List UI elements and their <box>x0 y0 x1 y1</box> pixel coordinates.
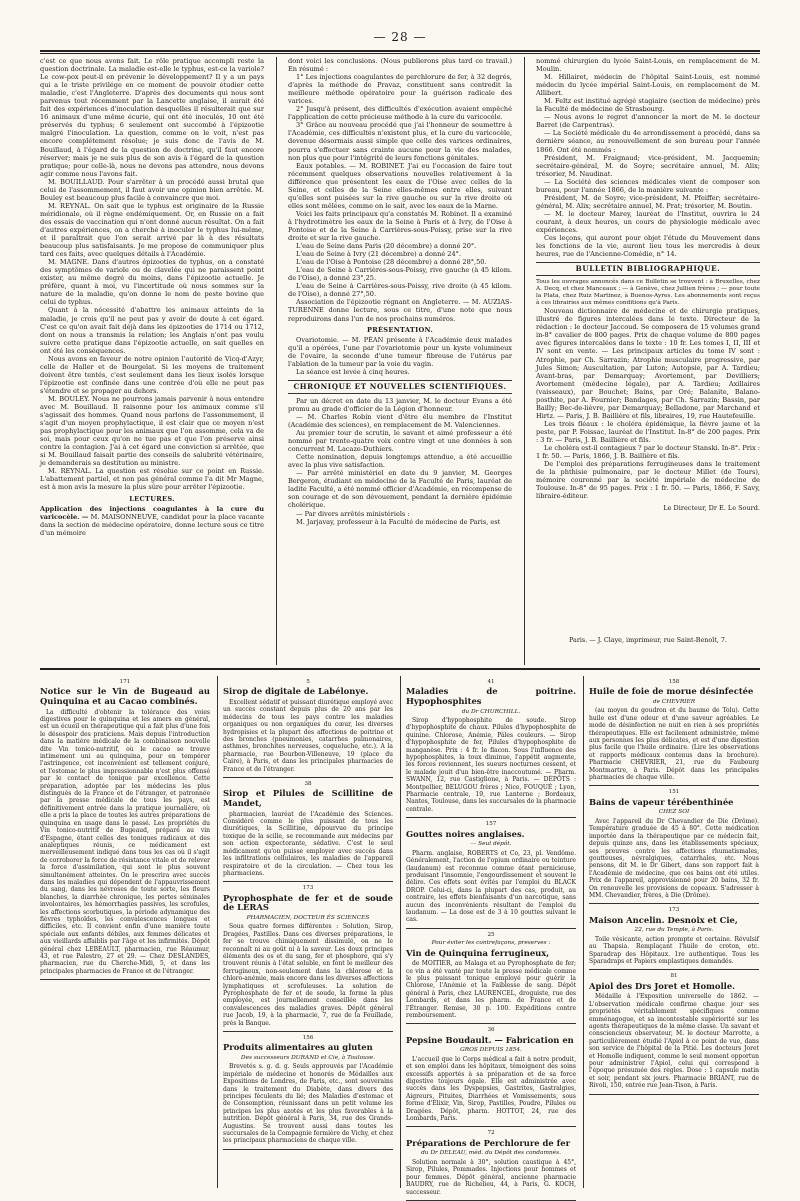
advert-column-4 <box>589 676 759 1188</box>
advert-number: 156 <box>302 1035 314 1041</box>
advert-subtitle: PHARMACIEN, DOCTEUR ÈS SCIENCES <box>246 914 370 921</box>
advert-column-3 <box>406 676 576 1196</box>
paragraph: — M. le docteur Marey, lauréat de l'Institut, ouvrira le 24 courant, à deux heures, un cours de physiologie médicale avec expériences. <box>536 209 760 234</box>
advert-text: Excellent sédatif et puissant diurétique employé avec un succès constant depuis plus de 20 ans par les médecins de tous les pays contre les maladies organiques ou non organiques du cœur, les diverses hydropisies et la plupart des affections de poitrine et des bronches (pneumonies, catarrhes pulmonaires, asthmes, bronchites nerveuses, coqueluche, etc.). A la pharmacie, rue Bourbon-Villeneuve, 19 (place du Caire), à Paris, et dans les principales pharmacies de France et de l'étranger. <box>223 699 393 773</box>
advert-number: 25 <box>487 931 495 938</box>
advert-subtitle: CHEZ SOI <box>658 809 690 816</box>
advert-number: 171 <box>119 679 131 685</box>
advert-subtitle: 22, rue du Temple, à Paris. <box>634 927 714 934</box>
column-divider <box>400 676 401 1188</box>
advert-number: 72 <box>487 1130 495 1137</box>
section-heading-presentation: PRÉSENTATION. <box>366 325 434 334</box>
advertisement <box>589 786 759 904</box>
printer-imprint: Paris. — J. Claye, imprimeur, rue Saint-Benoît, 7. <box>569 636 727 644</box>
biblio-entry: Les trois fléaux : le choléra épidémique, la fièvre jaune et la peste, par P. Foissac, lauréat de l'Institut. In-8° de 200 pages. Prix : 3 fr. — Paris, J. B. Baillière et fils. <box>536 419 760 444</box>
advert-number: 173 <box>668 907 680 914</box>
advert-text: Solution normale à 30°, solution caustique à 45°, Sirop, Pilules, Pommades. Injections pour hommes et pour femmes. Dépôt général, ancienne pharmacie BAUDRY, rue de Richelieu, 44, à Paris, G. KOCH, successeur. <box>406 1158 576 1196</box>
paragraph: M. Feltz est institué agrégé stagiaire (section de médecine) près la Faculté de médecine de Strasbourg. <box>536 97 760 114</box>
paragraph: Ces leçons, qui auront pour objet l'étude du Mouvement dans les fonctions de la vie, auront lieu tous les mercredis à deux heures, rue de l'Ancienne-Comédie, n° 14. <box>536 234 760 259</box>
advert-number: 81 <box>670 973 678 980</box>
paragraph: Ovariotomie. — M. PÉAN présente à l'Académie deux malades qu'il a opérées, l'une par l'ovariotomie pour un kyste volumineux de l'ovaire, la seconde d'une tumeur fibreuse de l'utérus par l'ablation de la tumeur par la voie du vagin. <box>288 335 512 368</box>
advert-title: Apiol des Drs Joret et Homolle. <box>589 980 736 991</box>
paragraph: L'eau de l'Oise à Pontoise (28 décembre) a donné 28°,50. <box>296 258 487 267</box>
column-divider <box>524 57 525 665</box>
advert-title: Préparations de Perchlorure de fer <box>406 1137 570 1148</box>
paragraph: Au premier tour de scrutin, le savant et aimé professeur a été nommé par trente-quatre voix contre vingt et une données à son concurrent M. Lacaze-Duthiers. <box>288 429 512 454</box>
paragraph: 1° Les injections coagulantes de perchlorure de fer, à 32 degrés, d'après la méthode de Pravaz, constituent sans contredit la meilleure méthode opératoire pour la guérison radicale des varices. <box>288 73 512 106</box>
column-1 <box>40 57 264 665</box>
paragraph: Président, M. Fraignaud; vice-président, M. Jacquemin; secrétaire-général, M. de Soyre; secrétaire annuel, M. Alix; trésorier, M. Naudinat. <box>536 153 760 178</box>
advert-number: 158 <box>668 679 680 685</box>
column-divider <box>583 676 584 1188</box>
advertisement <box>223 676 393 778</box>
column-divider <box>276 57 277 665</box>
advert-text: Pharm. anglaise, ROBERTS et Co, 23, pl. Vendôme. Généralement, l'action de l'opium ordinaire ou teinture (laudanum) est reconnue comme étant pernicieuse, produisant l'insomnie, l'engourdissement et souvent le délire. Ces effets sont évités par l'emploi du BLACK DROP. Celui-ci, dans la plupart des cas, produit, au contraire, les effets bienfaisants d'un narcotique, sans aucun des inconvénients résultant de l'emploi du laudanum. — La dose est de 3 à 10 gouttes suivant le cas. <box>406 849 576 924</box>
advert-number: 151 <box>668 789 680 796</box>
advert-number: 36 <box>487 1027 495 1034</box>
paragraph: — M. Charles Robin vient d'être élu membre de l'Institut (Académie des sciences), en remplacement de M. Valenciennes. <box>288 412 512 430</box>
paragraph: Association de l'épizootie régnant en Angleterre. — M. AUZIAS-TURENNE donne lecture, sous ce titre, d'une note que nous reproduirons dans l'un de nos prochains numéros. <box>288 298 512 323</box>
advert-title: Maladies de poitrine. Hypophosphites <box>406 686 576 706</box>
paragraph: M. BOUILLAUD. Pour s'arrêter à un procédé aussi brutal que celui de l'assommement, il faut avoir une opinion bien arrêtée. M. Bouley est beaucoup plus facile à convaincre que moi. <box>40 177 264 202</box>
advert-title: Pyrophosphate de fer et de soude de LERAS <box>223 892 393 913</box>
editorial-section <box>40 57 760 665</box>
header-rule <box>40 50 760 54</box>
paragraph: L'eau de Seine à Carrières-sous-Poissy, rive gauche (à 45 kilom. de l'Oise), a donné 23°,25. <box>288 266 512 283</box>
advert-title: Produits alimentaires au gluten <box>223 1042 373 1053</box>
paragraph: M. REYNAL. La question est résolue sur ce point en Russie. L'abattement partiel, et non pas général comme l'a dit Mr Magne, est à mon avis la mesure la plus sûre pour arrêter l'épizootie. <box>40 467 264 492</box>
advert-text: pharmacien, lauréat de l'Académie des Sciences. Considéré comme le plus puissant de tous les diurétiques, la Scillitine, dépourvue du principe toxique de la scille, se recommande aux médecins par son action expectorante, sédative. C'est le seul médicament qu'on puisse employer avec succès dans les infiltrations cellulaires, les maladies de l'appareil respiratoire et de la circulation. — Chez tous les pharmaciens. <box>223 810 393 877</box>
advertisement <box>406 676 576 818</box>
advertisement <box>406 818 576 928</box>
advertisement <box>406 929 576 1025</box>
advertisement <box>589 970 759 1094</box>
paragraph: L'eau de Seine à Carrières-sous-Poissy, rive droite (à 45 kilom. de l'Oise), a donné 27°,50. <box>288 282 512 299</box>
advert-number: 5 <box>306 679 310 685</box>
advert-title: Notice sur le Vin de Bugeaud au Quinquina et au Cacao combinés. <box>40 686 210 706</box>
biblio-entry: De l'emploi des préparations ferrugineuses dans le traitement de la phthisie pulmonaire, par le docteur Millet (de Tours), mémoire couronné par la société impériale de médecine de Toulouse. In-8° de 95 pages. Prix : 1 fr. 50. — Paris, 1866, F. Savy, libraire-éditeur. <box>536 460 760 501</box>
advert-title: Sirop de digitale de Labélonye. <box>223 686 369 697</box>
editor-signature: Le Directeur, Dr E. Le Sourd. <box>663 504 760 513</box>
advertisement <box>589 676 759 786</box>
advert-text: Médaille à l'Exposition universelle de 1862. — L'observation médicale confirme chaque jour ses propriétés véritablement spécifiques comme emménagogue, et sa incontestable supériorité sur les agents thérapeutiques de la même classe. Un savant et consciencieux observateur, M. le docteur Marrotte, a particulièrement étudié l'Apiol à ce point de vue, dans son service de l'hôpital de la Pitié. Les docteurs Joret et Homolle indiquent, comme le seul moment opportun pour administrer l'Apiol, celui qui correspond à l'époque présumée des règles. Dose : 1 capsule matin et soir, pendant six jours. Pharmacie BRIANT, rue de Rivoli, 150, entrée rue Jean-Tison, à Paris. <box>589 993 759 1090</box>
paragraph: L'eau de Seine à Ivry (21 décembre) a donné 24°. <box>296 250 461 259</box>
column-2 <box>288 57 512 665</box>
paragraph: Président, M. de Soyre; vice-président, M. Pfeiffer; secrétaire-général, M. Alix; secrétaire annuel, M. Prat; trésorier, M. Boutin. <box>536 193 760 210</box>
column-3 <box>536 57 760 665</box>
advertisement <box>406 1127 576 1200</box>
paragraph: 2° Jusqu'à présent, des difficultés d'exécution avaient empêché l'application de cette précieuse méthode à la cure du varicocèle. <box>288 105 512 122</box>
page-number: — 28 — <box>373 30 427 44</box>
advertisement <box>406 1024 576 1127</box>
advert-subtitle: — Seul dépôt. <box>470 841 512 848</box>
advertisement <box>589 904 759 970</box>
paragraph: M. Hillairet, médecin de l'hôpital Saint-Louis, est nommé médecin du lycée impérial Saint-Louis, en remplacement de M. Allibert. <box>536 73 760 98</box>
biblio-entry: Nouveau dictionnaire de médecine et de chirurgie pratiques, illustré de figures intercalées dans le texte. Directeur de la rédaction : le docteur Jaccoud. Se composera de 15 volumes grand in-8° cavalier de 800 pages. Prix de chaque volume de 800 pages avec figures intercalées dans le texte : 10 fr. Les tomes I, II, III et IV sont en vente. — Les principaux articles du tome IV sont : Atrophie, par Ch. Sarrazin; Atrophie musculaire progressive, par Jules Simon; Auscultation, par Luton; Autopsie, par A. Tardieu; Avant-bras, par Demarquay; Avortement, par Devilliers; Avortement (médecine légale), par A. Tardieu; Axillaires (vaisseaux), par Bouchet; Bains, par Oré; Balanite, Balano-posthite, par A. Fournier; Bandages, par Ch. Sarrazin; Bassin, par Bailly; Bec-de-lièvre, par Demarquay; Belladone, par Marchand et Hirtz. — Paris, J. B. Baillière et fils, libraires, 19, rue Hautefeuille. <box>536 307 760 420</box>
advert-text: Toile vésicante, action prompte et certaine. Révulsif au Thapsia. Remplaçant l'huile de croton, etc. Sparadrap des Hôpitaux. 1re authentique. Tous les Sparadraps et Papiers emplastiques demandés. <box>589 935 759 965</box>
advert-text: Avec l'appareil du Dr Chevandier de Die (Drôme). Température graduée de 45 à 80°. Cette médication importée dans la thérapeutique par ce médecin fait, depuis quinze ans, dans les établissements spéciaux, ses preuves contre les affections rhumatismales, goutteuses, névralgiques, catarrhales, etc. Nous pensons, dit M. le Dr Gibert, dans son rapport fait à l'Académie de médecine, que ces bains ont été utiles. Prix de l'appareil, approvisionné pour 20 bains, 32 fr. On renouvelle les provisions de copeaux. S'adresser à MM. Chevandier, frères, à Die (Drôme). <box>589 817 759 899</box>
advertisements-section <box>40 676 760 1196</box>
paragraph: M. REYNAL. On sait que le typhus est originaire de la Russie méridionale, où il règne endémiquement. Or, en Russie on a fait des essais de vaccination qui n'ont donné aucun résultat. On a fait d'autres expériences, on a cherché à inoculer le typhus lui-même, et il paraîtrait que l'on serait arrivé par là à des résultats beaucoup plus satisfaisants. Je me propose de communiquer plus tard ces faits, avec quelques détails à l'Académie. <box>40 201 264 259</box>
advertisement <box>40 676 210 980</box>
paragraph: dont voici les conclusions. (Nous publierons plus tard ce travail.) En résumé : <box>288 57 512 74</box>
advert-number: 41 <box>487 679 495 685</box>
paragraph: Voici les faits principaux qu'a constatés M. Robinet. Il a examiné à l'hydrotimètre les eaux de la Seine à Paris et à Ivry, de l'Oise à Pontoise et de la Seine à Carrières-sous-Poissy, prise sur la rive droite et sur la rive gauche. <box>288 209 512 243</box>
paragraph: — Par arrêté ministériel en date du 9 janvier, M. Georges Bergeron, étudiant en médecine de la Faculté de Paris, lauréat de ladite Faculté, a été nommé officier d'Académie, en récompense de son courage et de son dévouement, pendant la dernière épidémie cholérique. <box>288 469 512 510</box>
advert-title: Maison Ancelin. Desnoix et Cie, <box>589 914 738 925</box>
advert-subtitle: GROS DEPUIS 1854. <box>460 1047 522 1054</box>
paragraph: M. BOULEY. Nous ne pourrons jamais parvenir à nous entendre avec M. Bouillaud. Il raisonne pour les animaux comme s'il s'agissait des hommes. Quand nous parlons de l'assommement, il s'agit d'un moyen prophylactique, il est clair que ce moyen n'est pas prophylactique pour les animaux que l'on assomme, cela va de soi, mais pour ceux qu'on ne tue pas et que l'on préserve ainsi contre la contagion. J'ai à cet égard une conviction si arrêtée, que si M. Bouillaud faisait partie des conseils de salubrité vétérinaire, je demanderais sa destitution au ministre. <box>40 394 264 468</box>
advert-subtitle: Pour éviter les contrefaçons, preserves : <box>431 940 551 947</box>
advert-title: Pepsine Boudault. — Fabrication en <box>406 1034 574 1045</box>
advert-number: 157 <box>485 821 497 828</box>
advert-text: Brevetés s. g. d. g. Seuls approuvés par l'Académie impériale de médecine et honorés de Médailles aux Expositions de Londres, de Paris, etc., sont souverains dans le traitement du Diabète, dans divers des principes féculents du lié; des Maladies d'estomac et de Consomption, réunissant dans un petit volume les principes les plus azotés et les plus favorables à la nutrition. Dépôt général à Paris, 34, rue des Grands-Augustins. Se trouvent aussi dans toutes les succursales de la Compagnie fermière de Vichy, et chez les principaux pharmaciens de chaque ville. <box>223 1063 393 1145</box>
paragraph: — La Société médicale du 4e arrondissement a procédé, dans sa dernière séance, au renouvellement de son bureau pour l'année 1866. Ont été nommés : <box>536 129 760 154</box>
advert-text: (au moyen du goudron et du baume de Tolu). Cette huile est d'une odeur et d'une saveur agréables. Le mode de désinfection ne nuit en rien à ses propriétés thérapeutiques. Elle est facilement administrée, même aux personnes les plus délicates, et est d'une digestion plus facile que l'huile ordinaire. (Lire les observations et rapports médicaux contenus dans la brochure). Pharmacie CHEVRIER, 21, rue du Faubourg Montmartre, à Paris. Dépôt dans les principales pharmacies de chaque ville. <box>589 707 759 782</box>
advert-title: Huile de foie de morue désinfectée <box>589 686 754 697</box>
paragraph: — La Société des sciences médicales vient de composer son bureau, pour l'année 1866, de la manière suivante : <box>536 177 760 194</box>
paragraph: 3° Grâce au nouveau procédé que j'ai l'honneur de soumettre à l'Académie, ces difficultés n'existent plus, et la cure du varicocèle, devenue désormais aussi simple que celle des varices ordinaires, pourra s'effectuer sans crainte aucune pour la vie des malades, non plus que pour l'intégrité de leurs fonctions génitales. <box>288 121 512 162</box>
advert-subtitle: Des successeurs DURAND et Cie, à Toulouse. <box>240 1055 376 1061</box>
section-heading-bibliography: BULLETIN BIBLIOGRAPHIQUE. <box>536 262 760 276</box>
paragraph: L'eau de Seine dans Paris (20 décembre) a donné 20°. <box>296 242 477 251</box>
advert-subtitle: du Dr CHURCHILL. <box>461 708 521 715</box>
paragraph: nommé chirurgien du lycée Saint-Louis, en remplacement de M. Moulin. <box>536 57 760 74</box>
lecture-title: Application des injections coagulantes à la cure du varicocèle. — <box>40 504 264 521</box>
advert-subtitle: du Dr DELEAU, méd. du Dépôt des condamnés. <box>421 1150 561 1157</box>
advert-title: Gouttes noires anglaises. <box>406 828 525 839</box>
advert-text: La difficulté d'obtenir la tolérance des voies digestives pour le quinquina et les amers en général, est un écueil en thérapeutique qui a fait plus d'une fois le désespoir des praticiens. Mais depuis l'introduction dans la matière médicale de la combinaison nouvelle dite Vin tonico-nutritif, où le cacao se trouve intimement uni au quinquina, pour en tempérer l'astringence, cet inconvénient est tellement conjuré, et l'estomac le plus impressionnable n'est plus offensé par le contact de tonique par excellence. Cette préparation, adoptée par les médecins les plus distingués de la France et de l'étranger, et patronnée par la presse médicale de tous les pays, est définitivement entrée dans la pratique journalière, où elle a pris la place de toutes les autres préparations de quinquina en usage dans le passé. Les propriétés du Vin tonico-nutritif de Bugeaud, préparé au vin d'Espagne, étant celles des toniques radicaux et des analeptiques réunis, ce médicament est merveilleusement indiqué dans tous les cas où il s'agit de corroborer la force de résistance vitale et de relever la force d'assimilation, qui sont le plus souvent simultanément atteintes. On le prescrira avec succès dans les maladies qui dépendent de l'appauvrissement du sang, dans les névroses de toute sorte, les fleurs blanches, la diarrhée chronique, les pertes séminales involontaires, les hémorrhagies passives, les scrofules, les affections scorbutiques, la période adynamique des fièvres typhoïdes, les convalescences longues et difficiles, etc. Il convient enfin d'une manière toute spéciale aux enfants débiles, aux femmes délicates et aux vieillards affaiblis par l'âge et les infirmités. Dépôt général chez LEBEAULT, pharmacien, rue Réaumur, 43, et rue Palestro, 27 et 29. — Chez DESLANDES, pharmacien, rue du Cherche-Midi, 5, et dans les principales pharmacies de France et de l'étranger. <box>40 708 210 975</box>
advert-divider <box>40 668 760 670</box>
section-heading-chronicle: CHRONIQUE ET NOUVELLES SCIENTIFIQUES. <box>288 380 512 394</box>
column-divider <box>217 676 218 1188</box>
paragraph: Cette nomination, depuis longtemps attendue, a été accueillie avec la plus vive satisfaction. <box>288 453 512 470</box>
section-heading-lectures: LECTURES. <box>129 494 175 503</box>
biblio-intro: Tous les ouvrages annoncés dans ce Bulletin se trouvent : à Bruxelles, chez A. Decq, et chez Manceaux ; — à Genève, chez Jullien frères ; — pour toute la Plata, chez Ruiz Martinez, à Buenos-Ayres. Les abonnements sont reçus à ces librairies aux mêmes conditions qu'à Paris. <box>536 279 760 307</box>
advert-column-2 <box>223 676 393 1188</box>
paragraph: Nous avons en faveur de notre opinion l'autorité de Vicq-d'Azyr, celle de Haller et de Bourgelat. Si les moyens de traitement doivent être tentés, c'est seulement dans les lieux isolés lorsque l'épizootie est confinée dans une contrée d'où elle ne peut pas s'étendre et se propager au dehors. <box>40 354 264 395</box>
advert-number: 38 <box>304 781 312 788</box>
paragraph: Par un décret en date du 13 janvier, M. le docteur Evans a été promu au grade d'officier de la Légion d'honneur. <box>288 396 512 413</box>
paragraph: M. MAGNE. Dans d'autres épizooties de typhus, on a constaté des symptômes de variole ou de clavelée qui ne paraissent point exister, au même degré du moins, dans l'épizootie actuelle. Je préfère, quant à moi, vu l'incertitude où nous sommes sur la nature de la maladie, qu'on donne le nom de peste bovine que celui de typhus. <box>40 258 264 307</box>
paragraph: — Par divers arrêtés ministériels : <box>296 509 410 518</box>
advert-text: Sirop d'hypophosphite de soude. Sirop d'hypophosphite de chaux. Pilules d'hypophosphite de quinine. Chlorose, Anémie, Pâles couleurs. — Sirop d'hypophosphite de fer, Pilules d'hypophosphite de manganèse. Prix : 4 fr. le flacon. Sous l'influence des hypophosphites, la toux diminue, l'appétit augmente, les forces reviennent, les sueurs nocturnes cessent, et le malade jouit d'un bien-être inaccoutumé. — Pharm. SWANN, 12, rue Castiglione, à Paris. — DÉPÔTS : Montpellier, BELUGOU frères ; Nice, FOUQUÉ ; Lyon, Pharmacie centrale, 19, rue Lanterne ; Bordeaux, Nantes, Toulouse, dans les succursales de la pharmacie centrale. <box>406 717 576 813</box>
advert-number: 173 <box>302 885 314 892</box>
advertisement <box>223 778 393 882</box>
advert-text: L'accueil que le Corps médical a fait à notre produit, et son emploi dans les hôpitaux, témoignent des soins excessifs apportés à sa préparation et de sa force digestive toujours égale. Elle est administrée avec succès dans les Dyspepsies, Gastrites, Gastralgies, Aigreurs, Pituites, Diarrhées et Vomissements, sous forme d'Élixir, Vin, Sirop, Pastilles, Poudre, Pilules ou Dragées. Dépôt, pharm. HOTTOT, 24, rue des Lombards, Paris. <box>406 1055 576 1123</box>
biblio-entry: Le choléra est-il contagieux ? par le docteur Stanski. In-8°. Prix : 1 fr. 50. — Paris, 1866, J. B. Baillière et fils. <box>536 444 760 461</box>
advert-title: Sirop et Pilules de Scillitine de Mandet, <box>223 788 393 809</box>
advert-subtitle: de CHEVRIER <box>652 699 696 705</box>
advert-title: Vin de Quinquina ferrugineux, <box>406 947 550 958</box>
paragraph: Eaux potables. — M. ROBINET. J'ai eu l'occasion de faire tout récemment quelques observations nouvelles relativement à la différence que présentent les eaux de l'Oise avec celles de la Seine, et celles de la Seine elles-mêmes entre elles, suivant qu'elles sont puisées sur la rive gauche ou sur la rive droite où elles sont mêlées, comme on le sait, avec les eaux de la Marne. <box>288 161 512 210</box>
advert-text: Sous quatre formes différentes : Solution, Sirop, Dragées, Pastilles. Dans ces diverses préparations, le fer se trouve chimiquement dissimulé, on ne le reconnaît ni au goût ni à la saveur. Les doux principes éléments des os et du sang, fer et phosphore, qui s'y trouvent réunis à l'état soluble, en font le meilleur des ferrugineux, non-seulement dans la chlorose et la chloro-anémie, mais encore dans les diverses affections lymphatiques et scrofuleuses. La solution de Pyrophosphate de fer et de soude, la forme la plus employée, est journellement conseillée dans les convalescences des maladies graves. Dépôt général rue Jacob, 19, à la pharmacie, 7, rue de la Feuillade, près la Banque. <box>223 923 393 1027</box>
advertisement <box>223 882 393 1032</box>
paragraph: Quant à la nécessité d'abattre les animaux atteints de la maladie, je crois qu'il ne peut pas y avoir de doute à cet égard. C'est ce qu'on avait fait déjà dans les épizooties de 1714 ou 1712, dont on nous a transmis la relation; les Anglais n'ont pas voulu suivre cette pratique dans l'épizootie actuelle, on sait quelles en ont été les conséquences. <box>40 306 264 355</box>
lecture-text: M. MAISONNEUVE, candidat pour la place vacante dans la section de médecine opératoire, donne lecture sous ce titre d'un mémoire <box>40 512 264 537</box>
paragraph: c'est ce que nous avons fait. Le rôle pratique accompli reste la question doctrinale. La maladie est-elle le typhus, est-ce la variole? Le cow-pox peut-il en prévenir le développement? Il y a un pays qui a le triste privilége en ce moment de pouvoir étudier cette maladie, c'est l'Angleterre. D'après des documents qui nous sont parvenus tout récemment par la Lancette anglaise, il aurait été fait des expériences d'inoculation desquelles il résulterait que sur 16 animaux d'une même écurie, qui ont été inoculés, 10 ont été préservés du typhus; 6 seulement ont succombé à l'épizootie malgré l'inoculation. La question, comme on le voit, n'est pas encore complétement résolue; je suis donc de l'avis de M. Bouillaud, à l'égard de la question de doctrine, qu'il faut encore réserver; mais je ne suis plus de son avis à l'égard de la question pratique; pour celle-là, nous ne devons pas attendre, nous devons agir comme nous l'avons fait. <box>40 57 264 178</box>
advert-column-1 <box>40 676 210 1188</box>
paragraph: — Nous avons le regret d'annoncer la mort de M. le docteur Barret (de Carpentras). <box>536 113 760 130</box>
paragraph: M. Jarjavay, professeur à la Faculté de médecine de Paris, est <box>296 517 501 526</box>
advert-title: Bains de vapeur térébenthinée <box>589 796 734 807</box>
advertisement <box>223 1032 393 1150</box>
paragraph: La séance est levée à cinq heures. <box>296 367 410 376</box>
advert-text: de MOITIER, au Malaga et au Pyrophosphate de fer; ce vin a été vanté par toute la presse médicale comme le plus puissant tonique employé pour guérir la Chlorose, l'Anémie et la Faiblesse de sang. Dépôt général à Paris, chez LAURENCEL, droguiste, rue des Lombards, et dans les pharm. de France et de l'Étranger. Remise, 30 p. 100. Expéditions contre remboursement. <box>406 960 576 1019</box>
